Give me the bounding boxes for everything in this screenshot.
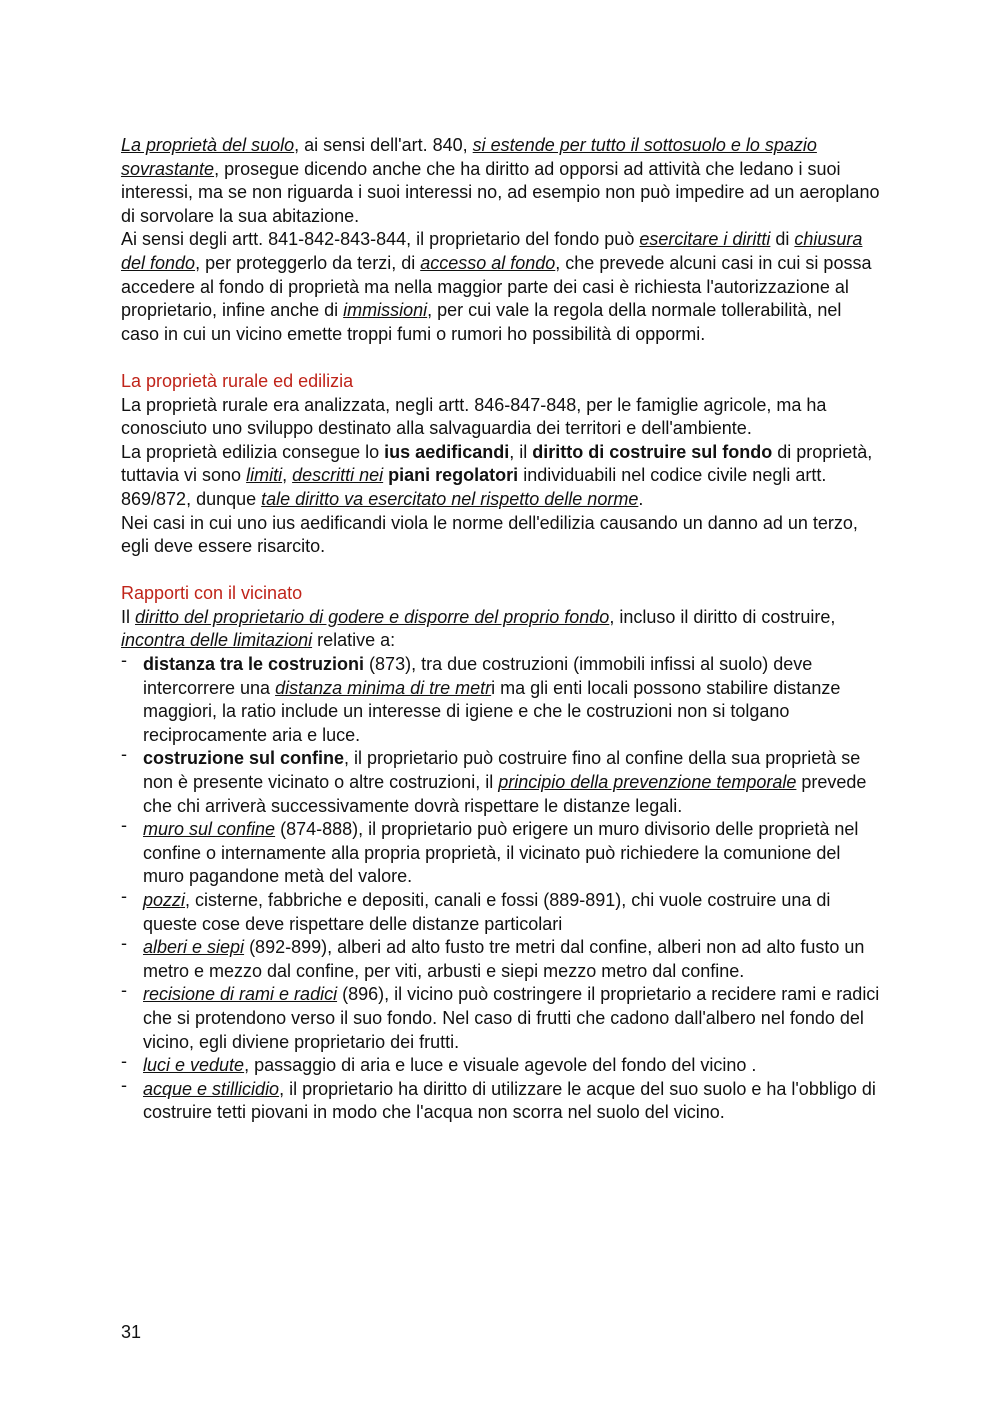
text-span: ,: [282, 465, 293, 486]
underlined-term: si estende per tutto il sottosuolo e lo spazio sovrastante: [121, 135, 817, 179]
list-item: [121, 747, 883, 818]
underlined-term: esercitare i diritti: [639, 229, 771, 250]
underlined-term: diritto del proprietario di godere e disporre del proprio fondo: [135, 606, 610, 627]
text-span: , che prevede alcuni casi in cui si possa accedere al fondo di proprietà ma nella maggior parte dei casi è richiesta l'autorizzazione al proprietario, infine anche di: [121, 252, 872, 321]
list-item: [121, 1078, 883, 1125]
text-span: individuabili nel codice civile negli artt. 869/872, dunque: [121, 465, 827, 509]
bold-term: diritto di costruire sul fondo: [532, 441, 773, 462]
text-span: , passaggio di aria e luce e visuale agevole del fondo del vicino .: [244, 1055, 757, 1076]
text-span: , il: [509, 441, 533, 462]
paragraph-risarcimento: Nei casi in cui uno ius aedificandi viola le norme dell'edilizia causando un danno ad un terzo, egli deve essere risarcito.: [121, 512, 858, 557]
underlined-term: recisione di rami e radici: [143, 984, 338, 1005]
text-span: , incluso il diritto di costruire,: [609, 606, 836, 627]
list-item: [121, 936, 883, 983]
text-span: (874-888), il proprietario può erigere un muro divisorio delle proprietà nel confine o internamente alla propria proprietà, il vicinato può richiedere la comunione del muro pagandone metà del valore.: [143, 819, 859, 887]
text-span: (896), il vicino può costringere il proprietario a recidere rami e radici che si protendono verso il suo fondo. Nel caso di frutti che cadono dall'albero nel fondo del vicino, egli diviene proprietario dei frutti.: [143, 984, 880, 1052]
underlined-term: chiusura del fondo: [121, 229, 863, 273]
text-span: , per proteggerlo da terzi, di: [195, 252, 421, 273]
underlined-term: incontra delle limitazioni: [121, 630, 313, 651]
spacer: [121, 346, 883, 370]
underlined-term: descritti nei: [292, 465, 384, 486]
underlined-term: luci e vedute: [143, 1055, 245, 1076]
underlined-term: acque e stillicidio: [143, 1078, 280, 1099]
text-span: La proprietà edilizia consegue lo: [121, 441, 385, 462]
underlined-term: limiti: [246, 465, 283, 486]
text-span: , ai sensi dell'art. 840,: [294, 135, 473, 155]
text-span: , prosegue dicendo anche che ha diritto ad opporsi ad attività che ledano i suoi interessi, ma se non riguarda i suoi interessi no, ad esempio non può impedire ad un aeroplano di sorvolare la sua abitazione.: [121, 158, 880, 226]
text-span: (892-899), alberi ad alto fusto tre metri dal confine, alberi non ad alto fusto un metro e mezzo dal confine, per viti, arbusti e siepi mezzo metro dal confine.: [143, 937, 865, 981]
text-span: di: [770, 229, 795, 250]
list-item: [121, 818, 883, 889]
underlined-term: pozzi: [143, 890, 186, 910]
text-span: , per cui vale la regola della normale tollerabilità, nel caso in cui un vicino emette troppi fumi o rumori ho possibilità di oppormi.: [121, 300, 842, 344]
text-span: di proprietà, tuttavia vi sono: [121, 441, 873, 486]
paragraph-proprieta-edilizia: [121, 441, 883, 512]
page-number: 31: [121, 1322, 142, 1342]
bold-term: distanza tra le costruzioni: [143, 654, 365, 675]
underlined-term: accesso al fondo: [420, 252, 556, 273]
page-content: [121, 134, 883, 1125]
section-heading-rurale-edilizia: La proprietà rurale ed edilizia: [121, 370, 354, 391]
paragraph-proprieta-suolo: [121, 134, 883, 228]
text-span: Il: [121, 606, 136, 627]
underlined-term: principio della prevenzione temporale: [498, 772, 797, 793]
spacer: [121, 559, 883, 583]
paragraph-diritti-fondo: [121, 228, 883, 346]
paragraph-proprieta-rurale: La proprietà rurale era analizzata, negli artt. 846-847-848, per le famiglie agricole, ma ha conosciuto uno sviluppo destinato alla salvaguardia dei territori e dell'ambiente.: [121, 394, 827, 439]
text-span: .: [638, 488, 644, 509]
section-heading-vicinato: Rapporti con il vicinato: [121, 583, 303, 604]
text-span: , il proprietario ha diritto di utilizzare le acque del suo suolo e ha l'obbligo di costruire tetti piovani in modo che l'acqua non scorra nel suolo del vicino.: [143, 1078, 876, 1123]
underlined-term: tale diritto va esercitato nel rispetto delle norme: [261, 488, 639, 509]
text-span: Ai sensi degli artt. 841-842-843-844, il proprietario del fondo può: [121, 229, 640, 250]
underlined-term: alberi e siepi: [143, 937, 245, 958]
bold-term: ius aedificandi: [384, 441, 510, 462]
list-item: [121, 653, 883, 747]
underlined-term: muro sul confine: [143, 819, 276, 840]
bold-term: piani regolatori: [388, 465, 519, 486]
text-span: i ma gli enti locali possono stabilire distanze maggiori, la ratio include un interesse di igiene e che le costruzioni non si tolgano reciprocamente aria e luce.: [143, 677, 841, 745]
list-item: [121, 1054, 883, 1078]
underlined-term: La proprietà del suolo: [121, 135, 295, 155]
text-span: relative a:: [312, 630, 396, 651]
list-item: [121, 983, 883, 1054]
text-span: (873), tra due costruzioni (immobili infissi al suolo) deve intercorrere una: [143, 654, 813, 698]
text-span: , il proprietario può costruire fino al confine della sua proprietà se non è presente vicinato o altre costruzioni, il: [143, 748, 861, 793]
text-span: , cisterne, fabbriche e depositi, canali e fossi (889-891), chi vuole costruire una di queste cose deve rispettare delle distanze particolari: [143, 890, 831, 934]
limitations-list: [121, 653, 883, 1125]
text-span: prevede che chi arriverà successivamente dovrà rispettare le distanze legali.: [143, 772, 867, 816]
underlined-term: immissioni: [343, 300, 428, 321]
list-item: [121, 889, 883, 936]
bold-term: costruzione sul confine: [143, 748, 345, 769]
underlined-term: distanza minima di tre metr: [275, 677, 492, 698]
paragraph-limitazioni: [121, 606, 883, 653]
